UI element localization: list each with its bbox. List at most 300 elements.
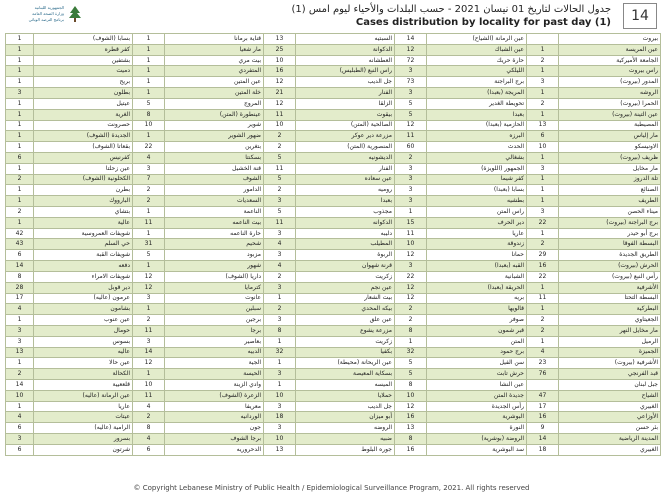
- locality-name-cell: الصنائع: [559, 185, 661, 196]
- case-count-cell: 1: [6, 109, 34, 120]
- locality-name-cell: الوردانيه: [165, 412, 264, 423]
- locality-name-cell: المتفردي: [165, 66, 264, 77]
- locality-name-cell: قلععيية: [34, 380, 133, 391]
- case-count-cell: 10: [133, 380, 165, 391]
- locality-name-cell: رأس النبع (بيروت): [559, 271, 661, 282]
- table-row: [6, 131, 661, 142]
- case-count-cell: 17: [527, 401, 559, 412]
- locality-name-cell: بطلون: [34, 88, 133, 99]
- case-count-cell: 1: [133, 34, 165, 45]
- locality-name-cell: برجا الشوف: [165, 434, 264, 445]
- case-count-cell: 1: [6, 358, 34, 369]
- locality-name-cell: عاريا: [34, 401, 133, 412]
- case-count-cell: 2: [264, 142, 296, 153]
- locality-name-cell: بريه: [427, 293, 527, 304]
- case-count-cell: 4: [264, 261, 296, 272]
- locality-name-cell: الفنار: [296, 88, 395, 99]
- locality-name-cell: الطريف: [559, 196, 661, 207]
- table-row: [6, 66, 661, 77]
- table-row: [6, 152, 661, 163]
- locality-name-cell: المدور (بيروت): [559, 77, 661, 88]
- case-count-cell: 3: [133, 163, 165, 174]
- locality-name-cell: سبلين: [165, 304, 264, 315]
- case-count-cell: 3: [395, 174, 427, 185]
- locality-name-cell: بتشاي: [34, 207, 133, 218]
- locality-name-cell: الغبيري: [559, 401, 661, 412]
- case-count-cell: 1: [264, 380, 296, 391]
- locality-name-cell: بيت الناعمه: [165, 217, 264, 228]
- case-count-cell: 12: [395, 250, 427, 261]
- case-count-cell: 1: [133, 66, 165, 77]
- locality-name-cell: ضهور الشوير: [165, 131, 264, 142]
- case-count-cell: 5: [264, 207, 296, 218]
- case-count-cell: 3: [6, 336, 34, 347]
- case-count-cell: 1: [527, 44, 559, 55]
- locality-name-cell: ظريف (بيروت): [559, 152, 661, 163]
- case-count-cell: 11: [395, 131, 427, 142]
- case-count-cell: 17: [6, 293, 34, 304]
- locality-name-cell: عين التينة (بيروت): [559, 109, 661, 120]
- locality-name-cell: الروضة (بوشرية): [427, 434, 527, 445]
- case-count-cell: 16: [527, 261, 559, 272]
- case-count-cell: 14: [6, 380, 34, 391]
- locality-name-cell: الطريق الجديدة: [559, 250, 661, 261]
- locality-name-cell: عينطورة (المتن): [165, 109, 264, 120]
- table-row: [6, 207, 661, 218]
- locality-name-cell: الليلكي: [427, 66, 527, 77]
- case-count-cell: 1: [6, 196, 34, 207]
- case-count-cell: 7: [133, 174, 165, 185]
- locality-name-cell: الحدث: [427, 142, 527, 153]
- table-row: [6, 401, 661, 412]
- table-row: [6, 282, 661, 293]
- case-count-cell: [527, 34, 559, 45]
- locality-name-cell: جديدة المتن: [427, 390, 527, 401]
- locality-name-cell: عانوت: [165, 293, 264, 304]
- case-count-cell: 8: [264, 325, 296, 336]
- case-count-cell: 1: [527, 228, 559, 239]
- locality-name-cell: مزرعة يشوع: [296, 325, 395, 336]
- case-count-cell: 11: [264, 163, 296, 174]
- locality-name-cell: عين حالا: [34, 358, 133, 369]
- locality-name-cell: دليبه: [296, 228, 395, 239]
- locality-name-cell: النورة: [427, 423, 527, 434]
- table-row: [6, 98, 661, 109]
- case-count-cell: 1: [527, 109, 559, 120]
- case-count-cell: 6: [133, 444, 165, 455]
- case-count-cell: 14: [395, 34, 427, 45]
- case-count-cell: 1: [133, 131, 165, 142]
- case-count-cell: 22: [527, 217, 559, 228]
- locality-name-cell: المتن: [427, 336, 527, 347]
- locality-name-cell: صوفر: [427, 315, 527, 326]
- case-count-cell: 29: [527, 250, 559, 261]
- case-count-cell: 2: [133, 185, 165, 196]
- locality-name-cell: الأوزاعي: [559, 412, 661, 423]
- locality-name-cell: عين الرمانة (عاليه): [34, 390, 133, 401]
- locality-name-cell: البطركية: [559, 304, 661, 315]
- cases-table: [5, 33, 660, 456]
- table-row: [6, 250, 661, 261]
- table-row: [6, 174, 661, 185]
- case-count-cell: 3: [6, 88, 34, 99]
- locality-name-cell: حارة حريك: [427, 55, 527, 66]
- locality-name-cell: شويفات الامراء: [34, 271, 133, 282]
- cedar-emblem-icon: [66, 5, 84, 23]
- case-count-cell: 3: [527, 77, 559, 88]
- case-count-cell: 1: [6, 185, 34, 196]
- case-count-cell: 10: [527, 142, 559, 153]
- locality-name-cell: عين الريحانة (محيطة): [296, 358, 395, 369]
- locality-name-cell: زكريت: [296, 271, 395, 282]
- case-count-cell: 12: [395, 120, 427, 131]
- case-count-cell: 1: [6, 131, 34, 142]
- locality-name-cell: المروج: [165, 98, 264, 109]
- locality-name-cell: زكريت: [296, 336, 395, 347]
- case-count-cell: 10: [395, 390, 427, 401]
- locality-name-cell: برجا: [165, 325, 264, 336]
- locality-name-cell: المصيطبة: [559, 120, 661, 131]
- case-count-cell: 76: [527, 369, 559, 380]
- table-row: [6, 44, 661, 55]
- locality-name-cell: بسابا (الشوف): [34, 34, 133, 45]
- locality-name-cell: مار شعيا: [165, 44, 264, 55]
- ministry-logo: [8, 3, 84, 29]
- locality-name-cell: جل الديب: [296, 77, 395, 88]
- locality-name-cell: الجمهور (اللويزة): [427, 163, 527, 174]
- case-count-cell: 10: [264, 55, 296, 66]
- case-count-cell: 1: [6, 34, 34, 45]
- case-count-cell: 4: [264, 239, 296, 250]
- case-count-cell: 2: [6, 369, 34, 380]
- locality-name-cell: مجذوب: [296, 207, 395, 218]
- table-row: [6, 315, 661, 326]
- case-count-cell: 14: [527, 434, 559, 445]
- case-count-cell: 43: [6, 239, 34, 250]
- locality-name-cell: بتغرين: [165, 142, 264, 153]
- locality-name-cell: الحرش (بيروت): [559, 261, 661, 272]
- case-count-cell: 1: [133, 228, 165, 239]
- locality-name-cell: راس بيروت: [559, 66, 661, 77]
- logo-text: [8, 5, 64, 23]
- locality-name-cell: السعديات: [165, 196, 264, 207]
- locality-name-cell: الديشونيه: [296, 152, 395, 163]
- case-count-cell: 3: [395, 185, 427, 196]
- case-count-cell: 2: [395, 304, 427, 315]
- locality-name-cell: الزعرة (الشوف): [165, 390, 264, 401]
- title-english: Cases distribution by locality for past day (1): [355, 17, 611, 28]
- case-count-cell: 1: [264, 336, 296, 347]
- locality-name-cell: عين علق: [296, 315, 395, 326]
- case-count-cell: 12: [133, 358, 165, 369]
- case-count-cell: 14: [133, 347, 165, 358]
- locality-name-cell: وادي الزينة: [165, 380, 264, 391]
- locality-name-cell: شرتون: [34, 444, 133, 455]
- case-count-cell: 10: [264, 390, 296, 401]
- case-count-cell: 10: [264, 434, 296, 445]
- locality-name-cell: الشياح: [559, 390, 661, 401]
- locality-name-cell: دير قوبل: [34, 282, 133, 293]
- locality-name-cell: كفر شيما: [427, 174, 527, 185]
- table-row: [6, 434, 661, 445]
- locality-name-cell: دفعه: [34, 261, 133, 272]
- case-count-cell: 12: [264, 98, 296, 109]
- case-count-cell: 47: [527, 390, 559, 401]
- locality-name-cell: بسابا (بعبدا): [427, 185, 527, 196]
- case-count-cell: 3: [6, 434, 34, 445]
- locality-name-cell: بعبدا: [427, 109, 527, 120]
- locality-name-cell: برج أبو حيدر: [559, 228, 661, 239]
- table-row: [6, 142, 661, 153]
- case-count-cell: 1: [6, 77, 34, 88]
- case-count-cell: 2: [264, 271, 296, 282]
- case-count-cell: 11: [264, 109, 296, 120]
- locality-name-cell: عين النشا: [427, 380, 527, 391]
- locality-name-cell: الربوة: [296, 250, 395, 261]
- locality-name-cell: عرمون (عاليه): [34, 293, 133, 304]
- locality-name-cell: بعبدا: [296, 196, 395, 207]
- locality-name-cell: الأشرفية: [559, 282, 661, 293]
- locality-name-cell: الدكوانه: [296, 217, 395, 228]
- case-count-cell: 10: [264, 120, 296, 131]
- locality-name-cell: عين الرمانة (الشياح): [427, 34, 527, 45]
- case-count-cell: 22: [395, 271, 427, 282]
- locality-name-cell: المريجة (بعبدا): [427, 88, 527, 99]
- locality-name-cell: الرميل: [559, 336, 661, 347]
- case-count-cell: 12: [395, 44, 427, 55]
- locality-name-cell: حي السلم: [34, 239, 133, 250]
- page-number: 14: [623, 3, 657, 29]
- case-count-cell: 1: [527, 174, 559, 185]
- locality-name-cell: حومال: [34, 325, 133, 336]
- locality-name-cell: عاليه: [34, 347, 133, 358]
- case-count-cell: 6: [6, 423, 34, 434]
- case-count-cell: 1: [395, 207, 427, 218]
- case-count-cell: 3: [264, 369, 296, 380]
- case-count-cell: 1: [527, 336, 559, 347]
- locality-name-cell: جون: [165, 423, 264, 434]
- case-count-cell: 3: [395, 196, 427, 207]
- locality-name-cell: برج حمود: [427, 347, 527, 358]
- case-count-cell: 1: [264, 293, 296, 304]
- case-count-cell: 10: [6, 390, 34, 401]
- locality-name-cell: ميناء الحصن: [559, 207, 661, 218]
- case-count-cell: 8: [395, 434, 427, 445]
- cases-table-grid: [5, 33, 661, 456]
- case-count-cell: 16: [395, 412, 427, 423]
- locality-name-cell: حرش تابت: [427, 369, 527, 380]
- locality-name-cell: العطشانه: [296, 55, 395, 66]
- case-count-cell: 5: [133, 98, 165, 109]
- case-count-cell: 42: [6, 228, 34, 239]
- case-count-cell: 11: [133, 217, 165, 228]
- locality-name-cell: الغرية: [34, 109, 133, 120]
- case-count-cell: 3: [395, 261, 427, 272]
- case-count-cell: 3: [133, 293, 165, 304]
- locality-name-cell: بكفيا: [296, 347, 395, 358]
- locality-name-cell: عيتات: [34, 412, 133, 423]
- case-count-cell: 4: [6, 412, 34, 423]
- locality-name-cell: دميت: [34, 66, 133, 77]
- locality-name-cell: بريح: [34, 77, 133, 88]
- case-count-cell: 3: [133, 336, 165, 347]
- locality-name-cell: برج البراجنة (بيروت): [559, 217, 661, 228]
- locality-name-cell: الزلقا: [296, 98, 395, 109]
- case-count-cell: 11: [133, 390, 165, 401]
- case-count-cell: 1: [527, 304, 559, 315]
- table-row: [6, 55, 661, 66]
- table-row: [6, 444, 661, 455]
- case-count-cell: 13: [6, 347, 34, 358]
- case-count-cell: 31: [133, 239, 165, 250]
- locality-name-cell: البسطة التحتا: [559, 293, 661, 304]
- case-count-cell: 11: [395, 228, 427, 239]
- locality-name-cell: بقعاتا (الشوف): [34, 142, 133, 153]
- case-count-cell: 12: [133, 282, 165, 293]
- table-row: [6, 271, 661, 282]
- locality-name-cell: بشتفين: [34, 55, 133, 66]
- table-row: [6, 228, 661, 239]
- locality-name-cell: بيروت: [559, 34, 661, 45]
- table-row: [6, 217, 661, 228]
- locality-name-cell: البارووك: [34, 196, 133, 207]
- case-count-cell: 2: [6, 207, 34, 218]
- case-count-cell: 28: [6, 282, 34, 293]
- case-count-cell: 1: [527, 185, 559, 196]
- table-row: [6, 358, 661, 369]
- case-count-cell: 2: [264, 131, 296, 142]
- case-count-cell: 22: [527, 271, 559, 282]
- locality-name-cell: جبل لبنان: [559, 380, 661, 391]
- locality-name-cell: البرزه: [427, 131, 527, 142]
- locality-name-cell: سن الفيل: [427, 358, 527, 369]
- locality-name-cell: بشغالي: [427, 152, 527, 163]
- case-count-cell: 72: [395, 55, 427, 66]
- case-count-cell: 5: [133, 250, 165, 261]
- case-count-cell: 1: [6, 142, 34, 153]
- case-count-cell: 5: [264, 152, 296, 163]
- case-count-cell: 1: [527, 196, 559, 207]
- case-count-cell: 1: [133, 77, 165, 88]
- case-count-cell: 4: [527, 347, 559, 358]
- case-count-cell: 4: [133, 152, 165, 163]
- locality-name-cell: الرامية (عاليه): [34, 423, 133, 434]
- case-count-cell: 5: [395, 98, 427, 109]
- case-count-cell: 1: [395, 336, 427, 347]
- table-row: [6, 196, 661, 207]
- case-count-cell: 1: [6, 66, 34, 77]
- case-count-cell: 1: [6, 55, 34, 66]
- locality-name-cell: الحازمية (بعبدا): [427, 120, 527, 131]
- case-count-cell: 16: [395, 444, 427, 455]
- locality-name-cell: الجعيتاوي: [559, 315, 661, 326]
- table-row: [6, 380, 661, 391]
- case-count-cell: 1: [6, 401, 34, 412]
- case-count-cell: 12: [133, 271, 165, 282]
- case-count-cell: 1: [6, 163, 34, 174]
- case-count-cell: 6: [6, 152, 34, 163]
- table-row: [6, 120, 661, 131]
- case-count-cell: 2: [133, 196, 165, 207]
- locality-name-cell: أبو ميزان: [296, 412, 395, 423]
- case-count-cell: 1: [133, 261, 165, 272]
- table-row: [6, 34, 661, 45]
- case-count-cell: 1: [527, 282, 559, 293]
- case-count-cell: 2: [395, 152, 427, 163]
- table-row: [6, 423, 661, 434]
- locality-name-cell: سد البوشرية: [427, 444, 527, 455]
- locality-name-cell: شويفات القبة: [34, 250, 133, 261]
- locality-name-cell: عين عنوب: [34, 315, 133, 326]
- table-row: [6, 304, 661, 315]
- table-row: [6, 325, 661, 336]
- case-count-cell: 5: [395, 369, 427, 380]
- locality-name-cell: الميسه: [296, 380, 395, 391]
- case-count-cell: 1: [264, 358, 296, 369]
- locality-name-cell: الشوف: [165, 174, 264, 185]
- case-count-cell: 13: [264, 34, 296, 45]
- locality-name-cell: قبر شمون: [427, 325, 527, 336]
- case-count-cell: 2: [527, 315, 559, 326]
- locality-name-cell: كفرنيس: [34, 152, 133, 163]
- case-count-cell: 5: [395, 109, 427, 120]
- case-count-cell: 3: [264, 196, 296, 207]
- locality-name-cell: عين المريسة: [559, 44, 661, 55]
- locality-name-cell: جل الديب: [296, 401, 395, 412]
- logo-line: وزارة الصحة العامة: [32, 11, 64, 16]
- case-count-cell: 12: [395, 293, 427, 304]
- locality-name-cell: الحمرا (بيروت): [559, 98, 661, 109]
- table-row: [6, 88, 661, 99]
- locality-name-cell: عالية: [34, 217, 133, 228]
- locality-name-cell: الروشه: [559, 88, 661, 99]
- case-count-cell: 11: [133, 325, 165, 336]
- case-count-cell: 4: [133, 401, 165, 412]
- case-count-cell: 1: [133, 207, 165, 218]
- case-count-cell: 16: [264, 66, 296, 77]
- locality-name-cell: الاونيسكو: [559, 142, 661, 153]
- locality-name-cell: بعاصير: [165, 336, 264, 347]
- locality-name-cell: الدكوانة: [296, 44, 395, 55]
- table-row: [6, 369, 661, 380]
- locality-name-cell: الدبيه: [165, 347, 264, 358]
- case-count-cell: 3: [395, 66, 427, 77]
- case-count-cell: 1: [527, 152, 559, 163]
- locality-name-cell: عيتيل: [34, 98, 133, 109]
- locality-name-cell: مار مخايل: [559, 163, 661, 174]
- locality-name-cell: روميه: [296, 185, 395, 196]
- locality-name-cell: تلة الدروز: [559, 174, 661, 185]
- locality-name-cell: المنصورية (المتن): [296, 142, 395, 153]
- locality-name-cell: البسطة الفوقا: [559, 239, 661, 250]
- case-count-cell: 1: [6, 315, 34, 326]
- table-row: [6, 261, 661, 272]
- case-count-cell: 13: [395, 423, 427, 434]
- copyright-footer: © Copyright Lebanese Ministry of Public Health / Epidemiological Surveillance Program, 2021. All rights reserved: [133, 484, 530, 492]
- locality-name-cell: الجامعة الأميركية: [559, 55, 661, 66]
- locality-name-cell: عين المتين: [165, 77, 264, 88]
- locality-name-cell: بيت الشعار: [296, 293, 395, 304]
- locality-name-cell: بسكنتا: [165, 152, 264, 163]
- locality-name-cell: قبد الفرنجي: [559, 369, 661, 380]
- locality-name-cell: الأشرفية (بيروت): [559, 358, 661, 369]
- case-count-cell: 11: [264, 217, 296, 228]
- locality-name-cell: بيقوت: [296, 109, 395, 120]
- locality-name-cell: بيكه المحدي: [296, 304, 395, 315]
- locality-name-cell: عين سعاده: [296, 174, 395, 185]
- case-count-cell: 18: [264, 412, 296, 423]
- case-count-cell: 21: [264, 88, 296, 99]
